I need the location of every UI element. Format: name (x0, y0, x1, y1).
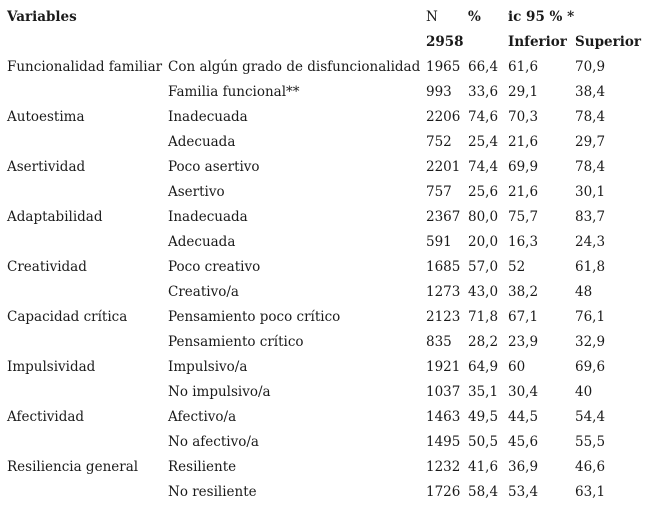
row-ci-superior: 29,7 (575, 133, 606, 150)
row-category: Poco creativo (168, 258, 261, 275)
results-table (7, 4, 645, 504)
row-variable: Adaptabilidad (7, 208, 103, 225)
table-row (7, 404, 645, 429)
row-variable (7, 129, 168, 154)
row-variable (7, 329, 168, 354)
row-ci-superior: 32,9 (575, 333, 606, 350)
row-n: 2367 (426, 208, 461, 225)
row-n: 757 (426, 183, 452, 200)
row-ci-superior: 24,3 (575, 233, 606, 250)
row-category: Adecuada (168, 133, 236, 150)
row-category: Inadecuada (168, 208, 248, 225)
row-variable (7, 279, 168, 304)
row-percent: 80,0 (468, 208, 499, 225)
row-variable (7, 379, 168, 404)
row-ci-inferior: 29,1 (508, 83, 539, 100)
row-n: 1232 (426, 458, 461, 475)
row-variable: Asertividad (7, 158, 86, 175)
table-row (7, 229, 645, 254)
header-variables: Variables (7, 8, 77, 25)
row-n: 2123 (426, 308, 461, 325)
row-variable (7, 429, 168, 454)
table-row (7, 379, 645, 404)
table-row (7, 454, 645, 479)
table-row (7, 279, 645, 304)
row-ci-superior: 83,7 (575, 208, 606, 225)
row-percent: 25,4 (468, 133, 499, 150)
row-ci-superior: 70,9 (575, 58, 606, 75)
header-percent: % (468, 8, 481, 25)
row-variable (7, 479, 168, 504)
row-n: 591 (426, 233, 452, 250)
row-ci-superior: 76,1 (575, 308, 606, 325)
row-ci-superior: 69,6 (575, 358, 606, 375)
row-variable: Impulsividad (7, 358, 96, 375)
table-row (7, 329, 645, 354)
row-percent: 33,6 (468, 83, 499, 100)
row-ci-superior: 78,4 (575, 108, 606, 125)
row-ci-inferior: 36,9 (508, 458, 539, 475)
table-body (7, 54, 645, 504)
table-row (7, 179, 645, 204)
row-n: 1726 (426, 483, 461, 500)
row-category: Familia funcional** (168, 83, 300, 100)
row-ci-superior: 78,4 (575, 158, 606, 175)
row-n: 1495 (426, 433, 461, 450)
row-percent: 58,4 (468, 483, 499, 500)
row-percent: 74,4 (468, 158, 499, 175)
header-n: N (426, 8, 438, 25)
header-ic: ic 95 % * (508, 8, 575, 25)
row-category: Creativo/a (168, 283, 239, 300)
row-percent: 49,5 (468, 408, 499, 425)
row-ci-inferior: 16,3 (508, 233, 539, 250)
table-row (7, 154, 645, 179)
row-n: 1921 (426, 358, 461, 375)
row-ci-superior: 63,1 (575, 483, 606, 500)
row-category: Inadecuada (168, 108, 248, 125)
table-row (7, 254, 645, 279)
row-ci-inferior: 53,4 (508, 483, 539, 500)
row-ci-inferior: 21,6 (508, 183, 539, 200)
row-category: Poco asertivo (168, 158, 260, 175)
row-percent: 41,6 (468, 458, 499, 475)
table-row (7, 79, 645, 104)
row-category: Con algún grado de disfuncionalidad (168, 58, 421, 75)
header-row-1 (7, 4, 645, 29)
row-variable (7, 229, 168, 254)
table-row (7, 104, 645, 129)
row-n: 2206 (426, 108, 461, 125)
row-percent: 66,4 (468, 58, 499, 75)
row-ci-superior: 46,6 (575, 458, 606, 475)
row-category: Asertivo (168, 183, 225, 200)
row-n: 1685 (426, 258, 461, 275)
row-category: No impulsivo/a (168, 383, 271, 400)
header-blank (168, 4, 426, 29)
row-n: 752 (426, 133, 452, 150)
row-ci-inferior: 70,3 (508, 108, 539, 125)
row-ci-superior: 61,8 (575, 258, 606, 275)
row-variable: Capacidad crítica (7, 308, 128, 325)
row-variable (7, 179, 168, 204)
row-n: 1273 (426, 283, 461, 300)
row-ci-inferior: 69,9 (508, 158, 539, 175)
row-variable: Autoestima (7, 108, 85, 125)
row-category: Pensamiento poco crítico (168, 308, 341, 325)
row-ci-inferior: 21,6 (508, 133, 539, 150)
row-variable: Resiliencia general (7, 458, 139, 475)
table-row (7, 429, 645, 454)
table-row (7, 54, 645, 79)
row-variable: Creatividad (7, 258, 87, 275)
row-n: 1463 (426, 408, 461, 425)
row-category: Adecuada (168, 233, 236, 250)
row-ci-inferior: 52 (508, 258, 526, 275)
row-percent: 25,6 (468, 183, 499, 200)
row-category: Impulsivo/a (168, 358, 248, 375)
header-inferior: Inferior (508, 33, 567, 50)
table-row (7, 304, 645, 329)
row-percent: 74,6 (468, 108, 499, 125)
row-ci-superior: 40 (575, 383, 593, 400)
table-row (7, 479, 645, 504)
row-ci-inferior: 30,4 (508, 383, 539, 400)
row-percent: 43,0 (468, 283, 499, 300)
row-n: 993 (426, 83, 452, 100)
row-ci-superior: 48 (575, 283, 593, 300)
row-percent: 20,0 (468, 233, 499, 250)
row-ci-inferior: 67,1 (508, 308, 539, 325)
row-n: 1965 (426, 58, 461, 75)
row-category: Resiliente (168, 458, 237, 475)
row-ci-inferior: 60 (508, 358, 526, 375)
row-variable: Afectividad (7, 408, 85, 425)
row-ci-superior: 30,1 (575, 183, 606, 200)
row-percent: 57,0 (468, 258, 499, 275)
row-ci-inferior: 23,9 (508, 333, 539, 350)
header-superior: Superior (575, 33, 641, 50)
row-n: 835 (426, 333, 452, 350)
row-n: 1037 (426, 383, 461, 400)
row-ci-superior: 38,4 (575, 83, 606, 100)
row-percent: 35,1 (468, 383, 499, 400)
row-ci-inferior: 38,2 (508, 283, 539, 300)
header-total: 2958 (426, 33, 464, 50)
row-ci-superior: 54,4 (575, 408, 606, 425)
row-category: No afectivo/a (168, 433, 259, 450)
row-variable: Funcionalidad familiar (7, 58, 163, 75)
row-category: Pensamiento crítico (168, 333, 304, 350)
row-percent: 50,5 (468, 433, 499, 450)
header-row-2 (7, 29, 645, 54)
row-ci-inferior: 44,5 (508, 408, 539, 425)
row-ci-inferior: 61,6 (508, 58, 539, 75)
row-category: Afectivo/a (168, 408, 237, 425)
row-ci-inferior: 45,6 (508, 433, 539, 450)
row-variable (7, 79, 168, 104)
row-ci-inferior: 75,7 (508, 208, 539, 225)
table-row (7, 129, 645, 154)
row-ci-superior: 55,5 (575, 433, 606, 450)
table-row (7, 354, 645, 379)
row-category: No resiliente (168, 483, 257, 500)
row-percent: 71,8 (468, 308, 499, 325)
table-row (7, 204, 645, 229)
row-percent: 64,9 (468, 358, 499, 375)
row-percent: 28,2 (468, 333, 499, 350)
row-n: 2201 (426, 158, 461, 175)
